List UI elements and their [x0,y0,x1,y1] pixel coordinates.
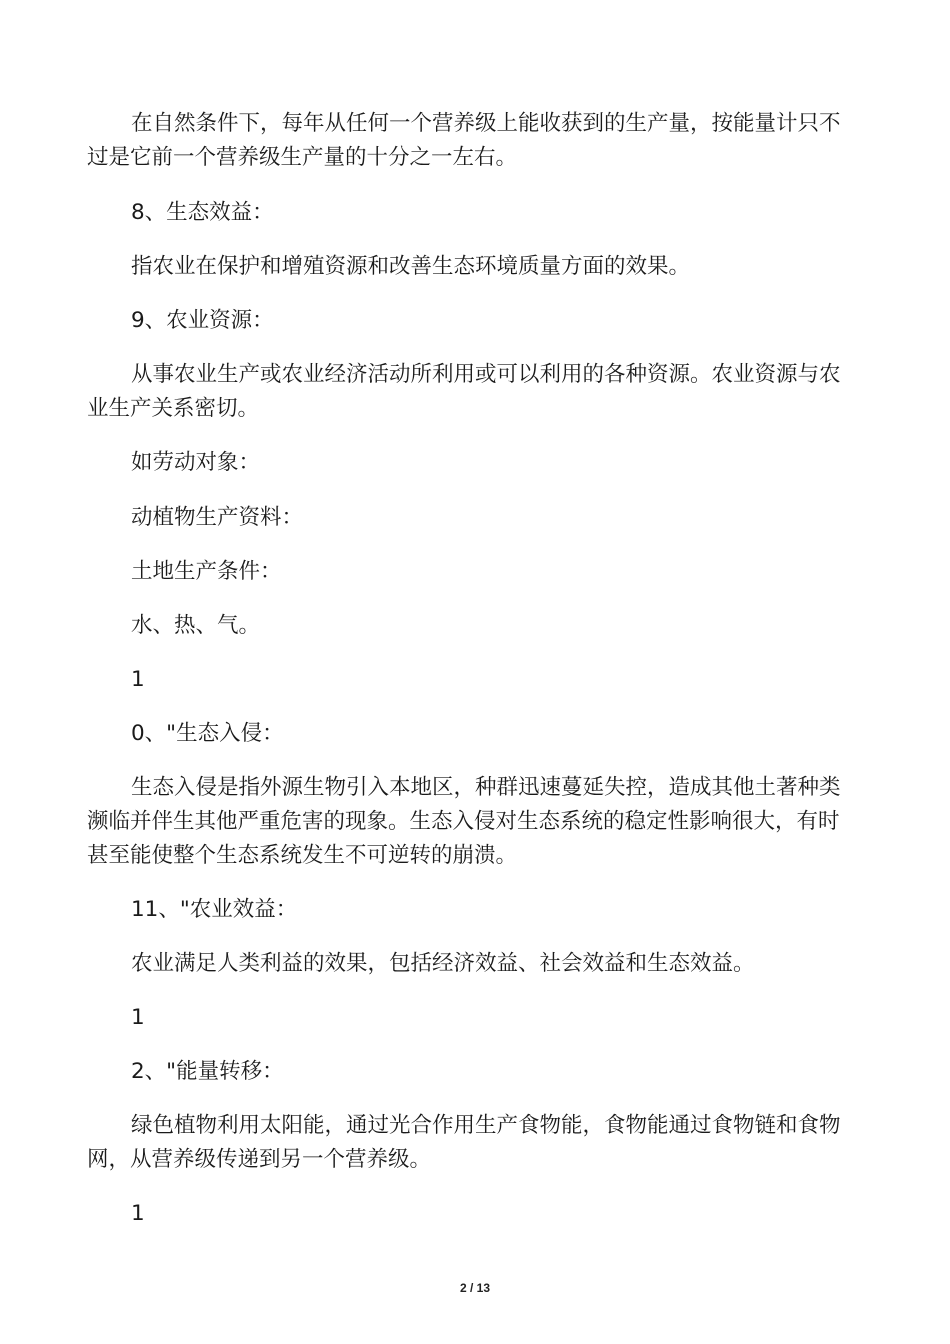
paragraph-ecological-invasion: 生态入侵是指外源生物引入本地区，种群迅速蔓延失控，造成其他土著种类濒临并伴生其他严重危害的现象。生态入侵对生态系统的稳定性影响很大，有时甚至能使整个生态系统发生不可逆转的崩溃。 [87,775,841,868]
heading-9-agricultural-resources: 9、农业资源： [131,308,274,333]
paragraph-number-fragment: 1 [131,1005,145,1030]
paragraph-agricultural-benefit: 农业满足人类利益的效果，包括经济效益、社会效益和生态效益。 [131,951,755,976]
paragraph-number-fragment: 1 [131,667,145,692]
paragraph-energy-transfer-rule: 在自然条件下，每年从任何一个营养级上能收获到的生产量，按能量计只不过是它前一个营养级生产量的十分之一左右。 [87,111,841,170]
paragraph-energy-transfer: 绿色植物利用太阳能，通过光合作用生产食物能，食物能通过食物链和食物网，从营养级传递到另一个营养级。 [87,1113,841,1172]
heading-8-ecological-benefit: 8、生态效益： [131,200,274,225]
paragraph-production-materials: 动植物生产资料： [131,505,304,530]
paragraph-production-conditions: 土地生产条件： [131,559,282,584]
heading-10-ecological-invasion: 0、"生态入侵： [131,721,284,746]
paragraph-number-fragment: 1 [131,1201,145,1226]
paragraph-ecological-benefit: 指农业在保护和增殖资源和改善生态环境质量方面的效果。 [131,254,691,279]
heading-11-agricultural-benefit: 11、"农业效益： [131,897,298,922]
paragraph-water-heat-air: 水、热、气。 [131,613,261,638]
paragraph-agricultural-resources: 从事农业生产或农业经济活动所利用或可以利用的各种资源。农业资源与农业生产关系密切。 [87,362,841,421]
heading-12-energy-transfer: 2、"能量转移： [131,1059,284,1084]
paragraph-labor-object: 如劳动对象： [131,450,261,475]
page-number-footer: 2 / 13 [459,1281,491,1295]
